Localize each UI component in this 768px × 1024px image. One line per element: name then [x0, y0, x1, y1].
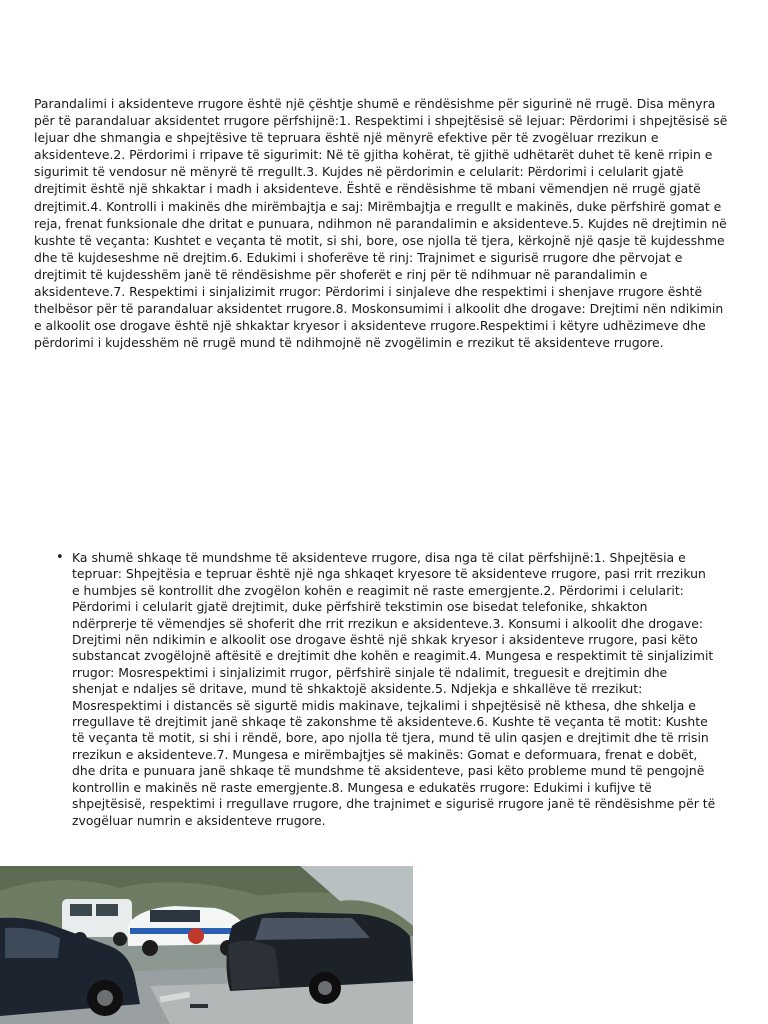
list-item-text: Ka shumë shkaqe të mundshme të aksidenteve rrugore, disa nga të cilat përfshijnë:1. Shpejtësia e tepruar: Shpejtësia e tepruar është një nga shkaqet kryesore të aksidenteve rrugore, pasi rrit rrezikun e humbjes së kontrollit dhe zvogëlon kohën e reagimit në raste emergjente.2. Përdorimi i celularit: Përdorimi i celularit gjatë drejtimit, duke përfshirë tekstimin ose bisedat telefonike, shkakton ndërprerje të vëmendjes së shoferit dhe rrit rrezikun e aksidenteve.3. Konsumi i alkoolit dhe drogave: Drejtimi nën ndikimin e alkoolit ose drogave është një shkak kryesor i aksidenteve rrugore, pasi këto substancat zvogëlojnë aftësitë e drejtimit dhe kohën e reagimit.4. Mungesa e respektimit të sinjalizimit rrugor: Mosrespektimi i sinjalizimit rrugor, përfshirë sinjale të ndalimit, treguesit e drejtimin dhe shenjat e ndaljes së dritave, mund të shkaktojë aksidente.5. Ndjekja e shkallëve të rrezikut: Mosrespektimi i distancës së sigurtë midis makinave, tejkalimi i shpejtësisë në kthesa, dhe shkelja e rregullave të drejtimit janë shkaqe të zakonshme të aksidenteve.6. Kushte të veçanta të motit: Kushte të veçanta të motit, si shi i rëndë, bore, apo njolla të tjera, mund të ulin qasjen e drejtimit dhe të rrisin rrezikun e aksidenteve.7. Mungesa e mirëmbajtjes së makinës: Gomat e deformuara, frenat e dobët, dhe drita e punuara janë shkaqe të mundshme të aksidenteve, pasi këto probleme mund të pengojnë kontrollin e makinës në raste emergjente.8. Mungesa e edukatës rrugore: Edukimi i kufijve të shpejtësisë, respektimi i rregullave rrugore, dhe trajnimet e sigurisë rrugore janë të rëndësishme për të zvogëluar numrin e aksidenteve rrugore. [72, 550, 716, 828]
bullet-icon: • [56, 550, 64, 565]
list-item [56, 550, 716, 829]
causes-list [56, 550, 716, 829]
intro-paragraph: Parandalimi i aksidenteve rrugore është një çështje shumë e rëndësishme për sigurinë në rrugë. Disa mënyra për të parandaluar aksidentet rrugore përfshijnë:1. Respektimi i shpejtësisë së lejuar: Përdorimi i shpejtësisë së lejuar dhe shmangia e shpejtësive të tepruara është një mënyrë efektive për të zvogëluar rrezikun e aksidenteve.2. Përdorimi i rripave të sigurimit: Në të gjitha kohërat, të gjithë udhëtarët duhet të kenë rripin e sigurimit të vendosur në mënyrë të rregullt.3. Kujdes në përdorimin e celularit: Përdorimi i celularit gjatë drejtimit është një shkaktar i madh i aksidenteve. Është e rëndësishme të mbani vëmendjen në rrugë gjatë drejtimit.4. Kontrolli i makinës dhe mirëmbajtja e saj: Mirëmbajtja e rregullt e makinës, duke përfshirë gomat e reja, frenat funksionale dhe dritat e punuara, ndihmon në parandalimin e aksidenteve.5. Kujdes në drejtimin në kushte të veçanta: Kushtet e veçanta të motit, si shi, bore, ose njolla të tjera, kërkojnë një qasje të kujdesshme dhe të kujdeseshme në drejtim.6. Edukimi i shoferëve të rinj: Trajnimet e sigurisë rrugore dhe përvojat e drejtimit të kujdesshëm janë të rëndësishme për shoferët e rinj për të ndihmuar në parandalimin e aksidenteve.7. Respektimi i sinjalizimit rrugor: Përdorimi i sinjaleve dhe respektimi i shenjave rrugore është thelbësor për të parandaluar aksidentet rrugore.8. Moskonsumimi i alkoolit dhe drogave: Drejtimi nën ndikimin e alkoolit ose drogave është një shkaktar kryesor i aksidenteve rrugore.Respektimi i këtyre udhëzimeve dhe përdorimi i kujdesshëm në rrugë mund të ndihmojnë në zvogëlimin e rrezikut të aksidenteve rrugore. [34, 96, 728, 351]
car-crash-photo [0, 866, 413, 1024]
